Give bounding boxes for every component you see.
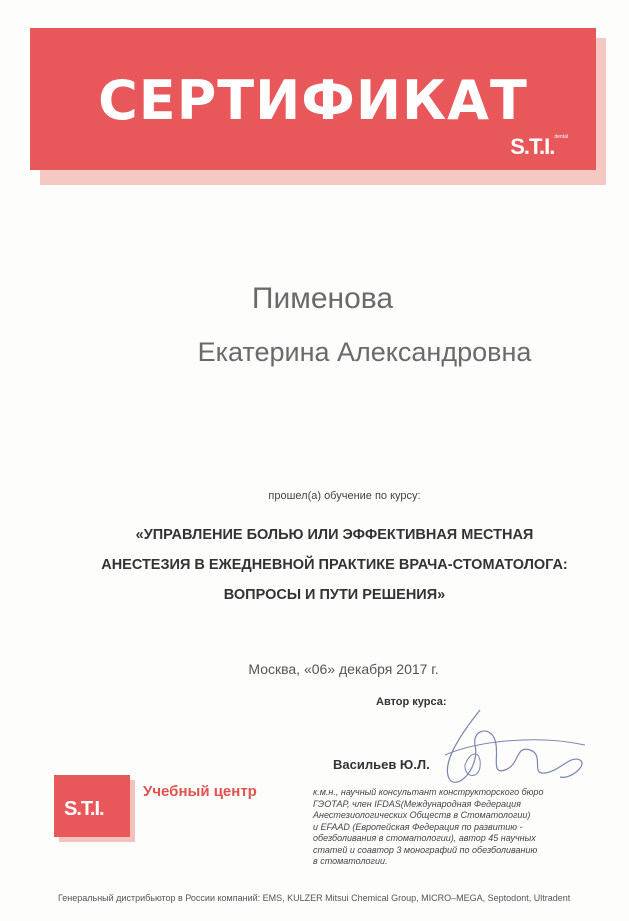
sti-logo-sub: dental	[554, 134, 568, 140]
author-bio-line: в стоматологии.	[313, 856, 388, 866]
training-center-logo-text: S.T.I.	[64, 798, 104, 820]
recipient-surname: Пименова	[251, 282, 394, 315]
author-signature	[420, 705, 590, 790]
course-title	[90, 520, 579, 610]
author-name: Васильев Ю.Л.	[333, 757, 430, 772]
course-title-line-2: АНЕСТЕЗИЯ В ЕЖЕДНЕВНОЙ ПРАКТИКЕ ВРАЧА-СТОМАТОЛОГА:	[101, 557, 568, 573]
training-center-label: Учебный центр	[143, 783, 257, 800]
author-bio-line: статей и соавтор 3 монографий по обезболиванию	[313, 844, 538, 855]
author-bio	[313, 787, 613, 868]
course-title-line-3: ВОПРОСЫ И ПУТИ РЕШЕНИЯ»	[223, 587, 446, 603]
certificate-banner	[30, 28, 596, 170]
sti-logo	[510, 134, 568, 160]
certificate-title: СЕРТИФИКАТ	[98, 69, 528, 132]
issue-date: Москва, «06» декабря 2017 г.	[248, 661, 439, 677]
distributor-footer: Генеральный дистрибьютор в России компаний: EMS, KULZER Mitsui Chemical Group, MICRO–MEGA, Septodont, Ultradent	[58, 893, 571, 903]
author-bio-line: к.м.н., научный консультант конструкторского бюро	[313, 787, 544, 797]
author-label: Автор курса:	[376, 696, 447, 708]
training-center-logo	[54, 775, 130, 837]
recipient-given-names: Екатерина Александровна	[197, 337, 532, 367]
author-bio-line: ГЭОТАР, член IFDAS(Международная Федерация	[313, 798, 521, 809]
author-bio-line: обезболивания в стоматологии), автор 45 научных	[313, 833, 536, 843]
author-bio-line: Анестезиологических Обществ в Стоматологии)	[313, 810, 531, 820]
course-title-line-1: «УПРАВЛЕНИЕ БОЛЬЮ ИЛИ ЭФФЕКТИВНАЯ МЕСТНАЯ	[135, 527, 534, 543]
sti-logo-text: S.T.I.	[510, 134, 555, 159]
author-bio-line: и EFAAD (Европейская Федерация по развитию -	[313, 821, 523, 832]
completion-text: прошел(а) обучение по курсу:	[268, 490, 421, 502]
